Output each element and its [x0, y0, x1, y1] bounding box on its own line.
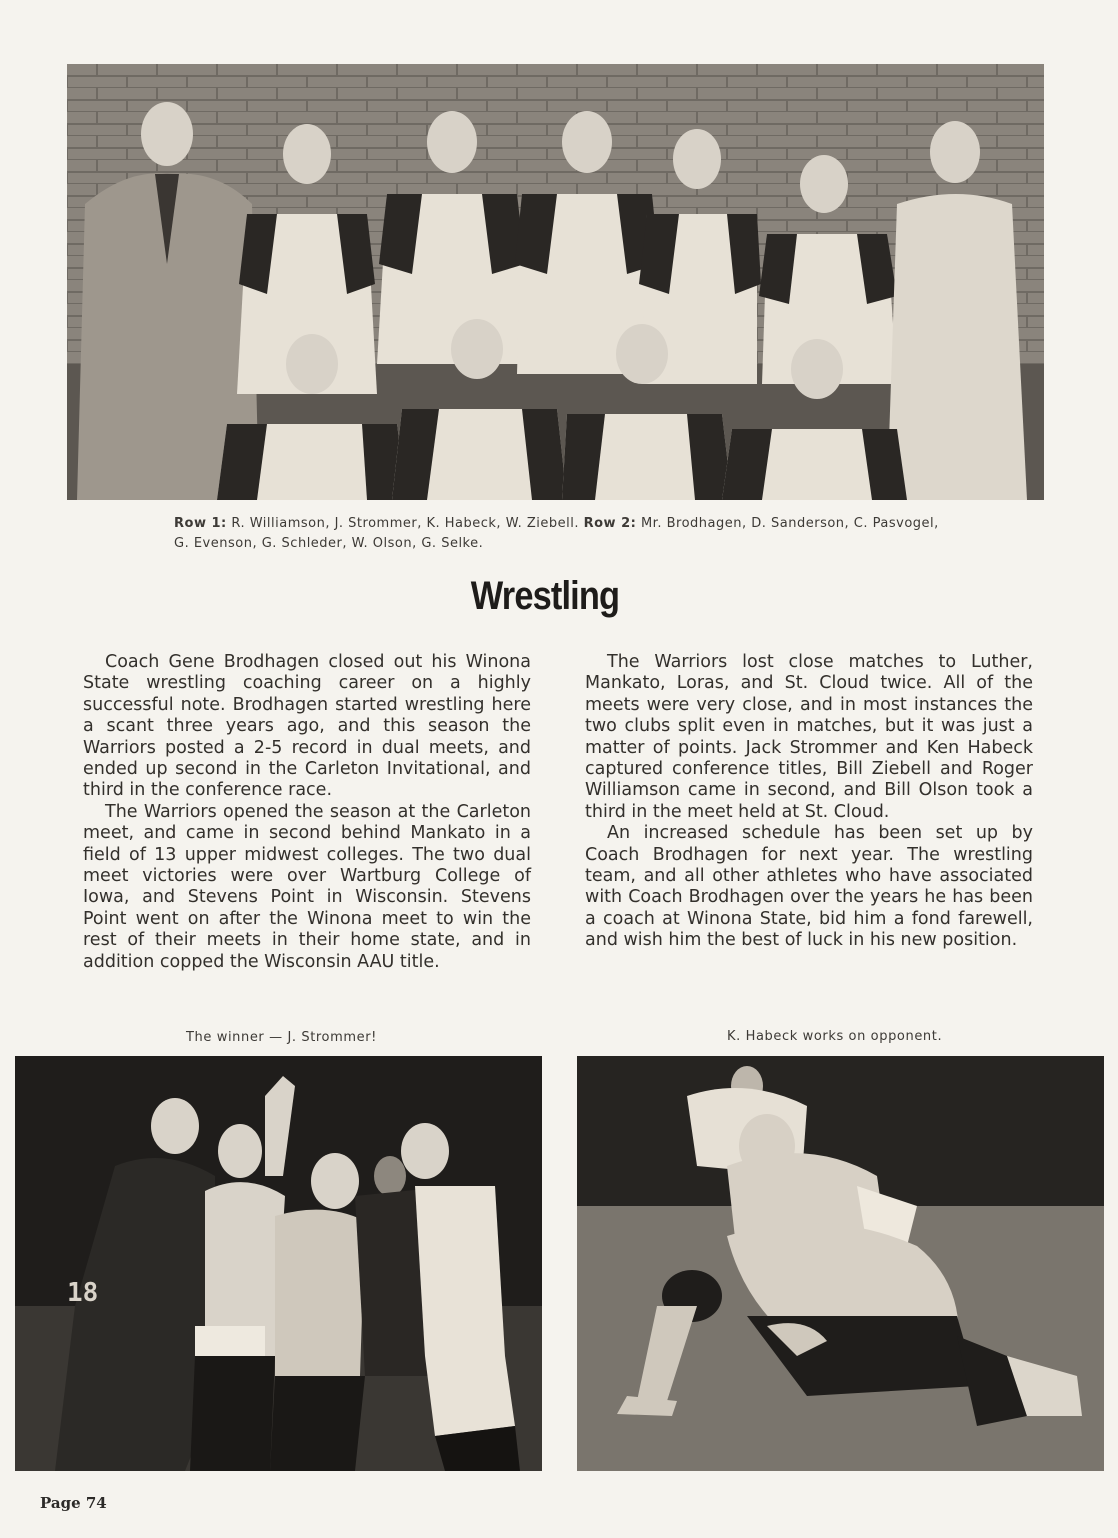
article-paragraph: Coach Gene Brodhagen closed out his Winona State wrestling coaching career on a highly successful note. Brodhagen started wrestling here a scant three years ago, and this season the Warriors posted a 2-5 record in dual meets, and ended up second in the Carleton Invitational, and third in the conference race. — [83, 652, 531, 801]
strommer-photo-caption: The winner — J. Strommer! — [186, 1030, 377, 1045]
habeck-photo — [577, 1056, 1104, 1471]
team-photo-illustration — [67, 64, 1044, 500]
article-paragraph: An increased schedule has been set up by Coach Brodhagen for next year. The wrestling team, and all other athletes who have associated with Coach Brodhagen over the years he has been a coach at Winona State, bid him a fond farewell, and wish him the best of luck in his new position. — [585, 823, 1033, 951]
jersey-number: 18 — [67, 1278, 99, 1308]
habeck-photo-caption: K. Habeck works on opponent. — [727, 1029, 943, 1044]
article-paragraph: The Warriors opened the season at the Carleton meet, and came in second behind Mankato in a field of 13 upper midwest colleges. The two dual meet victories were over Wartburg College of Iowa, and Stevens Point in Wisconsin. Stevens Point went on after the Winona meet to win the rest of their meets in their home state, and in addition copped the Wisconsin AAU title. — [83, 801, 531, 972]
page-title: Wrestling — [470, 574, 620, 618]
article-paragraph: The Warriors lost close matches to Luther, Mankato, Loras, and St. Cloud twice. All of the meets were very close, and in most instances the two clubs split even in matches, but it was just a matter of points. Jack Strommer and Ken Habeck captured conference titles, Bill Ziebell and Roger Williamson came in second, and Bill Olson took a third in the meet held at St. Cloud. — [585, 652, 1033, 822]
row2-names: Mr. Brodhagen, D. Sanderson, C. Pasvogel, G. Evenson, G. Schleder, W. Olson, G. Selke. — [174, 516, 939, 551]
strommer-photo-illustration — [15, 1056, 542, 1471]
row1-label: Row 1: — [174, 516, 227, 531]
article-left-column — [83, 652, 531, 973]
row1-names: R. Williamson, J. Strommer, K. Habeck, W. Ziebell. — [231, 516, 579, 531]
strommer-photo — [15, 1056, 542, 1471]
habeck-photo-illustration — [577, 1056, 1104, 1471]
row2-label: Row 2: — [583, 516, 637, 531]
page-number: Page 74 — [40, 1494, 107, 1512]
article-right-column — [585, 652, 1033, 952]
team-photo — [67, 64, 1044, 500]
team-photo-caption — [174, 514, 954, 554]
